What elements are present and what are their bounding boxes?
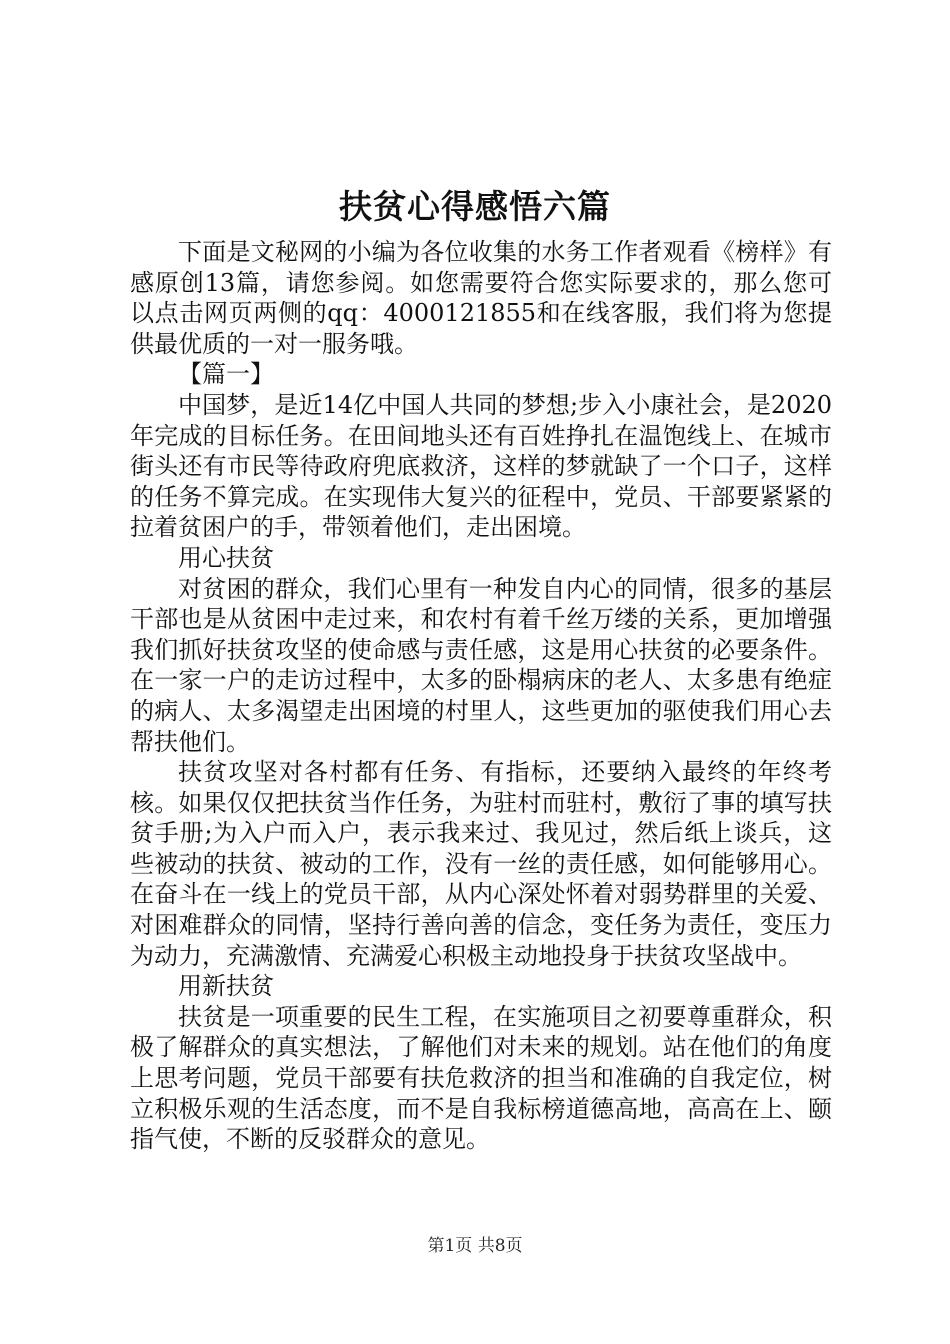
subheading-yongxin-fupin: 用心扶贫	[178, 543, 274, 572]
body-paragraph: 中国梦，是近14亿中国人共同的梦想;步入小康社会，是2020年完成的目标任务。在田间地头还有百姓挣扎在温饱线上、在城市街头还有市民等待政府兜底救济，这样的梦就缺了一个口子，这样的任务不算完成。在实现伟大复兴的征程中，党员、干部要紧紧的拉着贫困户的手，带领着他们，走出困境。	[130, 390, 832, 542]
body-paragraph: 扶贫是一项重要的民生工程，在实施项目之初要尊重群众，积极了解群众的真实想法，了解他们对未来的规划。站在他们的角度上思考问题，党员干部要有扶危救济的担当和准确的自我定位，树立积极乐观的生活态度，而不是自我标榜道德高地，高高在上、颐指气使，不断的反驳群众的意见。	[130, 1002, 832, 1154]
intro-paragraph: 下面是文秘网的小编为各位收集的水务工作者观看《榜样》有感原创13篇，请您参阅。如您需要符合您实际要求的，那么您可以点击网页两侧的qq：4000121855和在线客服，我们将为您提供最优质的一对一服务哦。	[130, 238, 832, 358]
page-number-footer: 第1页 共8页	[427, 1236, 523, 1256]
body-paragraph: 扶贫攻坚对各村都有任务、有指标，还要纳入最终的年终考核。如果仅仅把扶贫当作任务，为驻村而驻村，敷衍了事的填写扶贫手册;为入户而入户，表示我来过、我见过，然后纸上谈兵，这些被动的扶贫、被动的工作，没有一丝的责任感，如何能够用心。在奋斗在一线上的党员干部，从内心深处怀着对弱势群里的关爱、对困难群众的同情，坚持行善向善的信念，变任务为责任，变压力为动力，充满激情、充满爱心积极主动地投身于扶贫攻坚战中。	[130, 758, 832, 970]
section-heading-part-one: 【篇一】	[178, 360, 274, 389]
document-body	[130, 237, 832, 1155]
body-paragraph: 对贫困的群众，我们心里有一种发自内心的同情，很多的基层干部也是从贫困中走过来，和农村有着千丝万缕的关系，更加增强我们抓好扶贫攻坚的使命感与责任感，这是用心扶贫的必要条件。在一家一户的走访过程中，太多的卧榻病床的老人、太多患有绝症的病人、太多渴望走出困境的村里人，这些更加的驱使我们用心去帮扶他们。	[130, 574, 832, 756]
subheading-yongxin-new-fupin: 用新扶贫	[178, 972, 274, 1001]
document-title: 扶贫心得感悟六篇	[339, 187, 611, 226]
